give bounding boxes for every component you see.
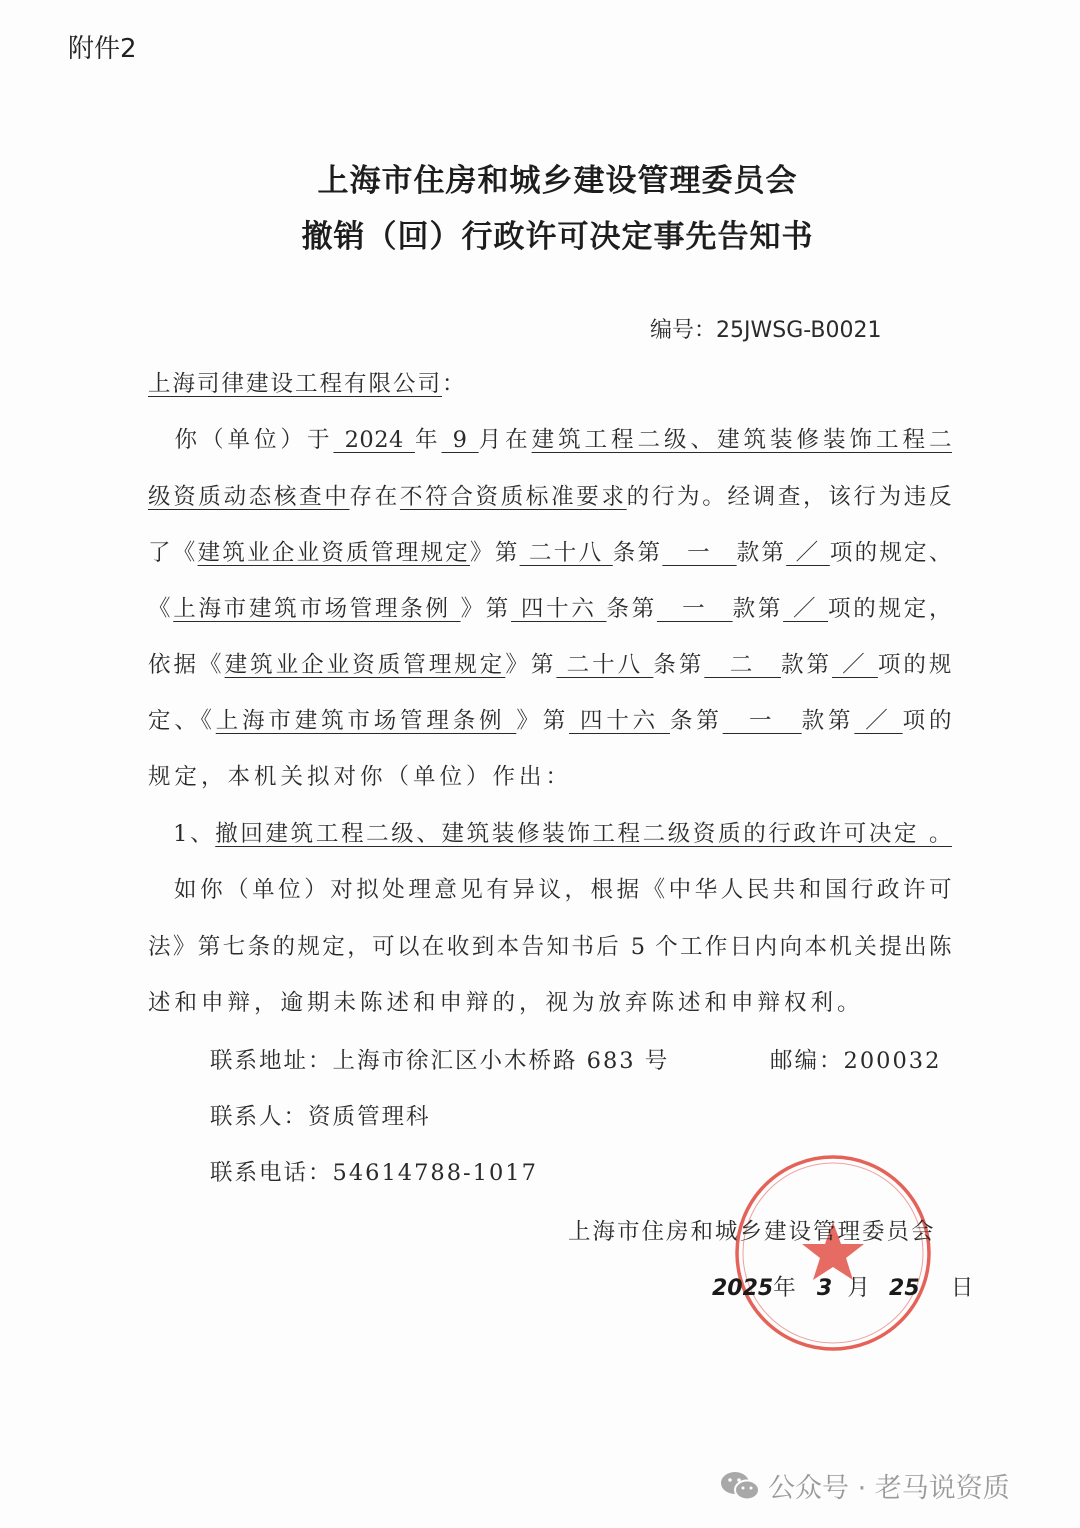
document-number: 编号：25JWSG-B0021	[650, 318, 882, 343]
filled-field: 四十六	[511, 596, 607, 622]
filled-field: 9	[441, 427, 479, 453]
watermark-text: 公众号 · 老马说资质	[768, 1473, 1010, 1504]
filled-field: 2024	[333, 427, 415, 453]
body-line	[148, 649, 952, 681]
text-segment: 了《	[148, 540, 198, 566]
text-segment: 你（单位）于	[148, 427, 334, 453]
text-segment: 存在	[349, 484, 400, 510]
filled-field: ／	[854, 708, 903, 734]
contact-phone: 联系电话：54614788-1017	[210, 1160, 538, 1186]
date-year: 2025	[712, 1276, 774, 1301]
addressee	[148, 368, 467, 400]
filled-field: 建筑业企业资质管理规定	[197, 540, 471, 566]
filled-field: 撤回建筑工程二级、建筑装修装饰工程二级资质的行政许可决定 。	[215, 821, 952, 847]
text-segment: 款第	[780, 652, 832, 678]
text-segment: 》第	[505, 652, 557, 678]
filled-field: 二	[704, 652, 781, 678]
body-line	[148, 593, 952, 625]
body-line	[148, 987, 952, 1019]
filled-field: 一	[662, 540, 737, 566]
text-segment: 款第	[736, 540, 787, 566]
text-segment: 定、《	[148, 708, 216, 734]
contact-postcode: 邮编：200032	[770, 1048, 942, 1074]
contact-address: 联系地址：上海市徐汇区小木桥路 683 号	[210, 1048, 670, 1074]
date-month: 3	[816, 1276, 833, 1301]
filled-field: 上海市建筑市场管理条例	[215, 708, 517, 734]
filled-field: 建筑工程二级、建筑装修装饰工程二	[531, 427, 952, 453]
text-segment: 的行为。经调查，该行为违反	[626, 484, 952, 510]
signing-organization: 上海市住房和城乡建设管理委员会	[568, 1219, 936, 1245]
text-segment: 年	[414, 427, 442, 453]
text-segment: 如你（单位）对拟处理意见有异议，根据《中华人民共和国行政许可	[148, 877, 952, 903]
text-segment: 》第	[470, 540, 520, 566]
wechat-icon	[720, 1469, 760, 1503]
text-segment: 项的规	[877, 652, 952, 678]
body-line	[148, 818, 952, 850]
filled-field: 级资质动态核查中	[148, 484, 350, 510]
day-unit: 日	[950, 1275, 974, 1301]
text-segment: 依据《	[148, 652, 225, 678]
filled-field: 上海市建筑市场管理条例	[173, 596, 461, 622]
body-line	[148, 537, 952, 569]
filled-field: ／	[786, 540, 830, 566]
text-segment: 》第	[516, 708, 570, 734]
text-segment: 规定，本机关拟对你（单位）作出：	[148, 764, 573, 790]
text-segment: 月在	[478, 427, 532, 453]
signing-date	[712, 1272, 973, 1305]
filled-field: 二十八	[519, 540, 613, 566]
date-day: 25	[889, 1276, 920, 1301]
text-segment: 法》第七条的规定，可以在收到本告知书后 5 个工作日内向本机关提出陈	[148, 934, 952, 960]
filled-field: 四十六	[569, 708, 670, 734]
text-segment: 项的规定，	[828, 596, 952, 622]
filled-field: 建筑业企业资质管理规定	[224, 652, 506, 678]
text-segment: 条第	[612, 540, 663, 566]
attachment-label: 附件2	[68, 34, 137, 64]
filled-field: 不符合资质标准要求	[399, 484, 627, 510]
text-segment: 条第	[606, 596, 657, 622]
filled-field: 一	[722, 708, 802, 734]
title-line-1: 上海市住房和城乡建设管理委员会	[317, 163, 798, 199]
text-segment: 》第	[460, 596, 512, 622]
body-line	[148, 931, 952, 963]
text-segment: 项的	[902, 708, 952, 734]
text-segment: 1、	[148, 821, 216, 847]
year-unit: 年	[773, 1275, 796, 1301]
official-seal	[728, 1150, 938, 1356]
filled-field: 二十八	[556, 652, 654, 678]
addressee-name: 上海司律建设工程有限公司	[148, 371, 443, 397]
text-segment: 款第	[732, 596, 784, 622]
text-segment: 述和申辩，逾期未陈述和申辩的，视为放弃陈述和申辩权利。	[148, 990, 864, 1016]
addressee-suffix: ：	[442, 371, 467, 397]
body-line	[148, 874, 952, 906]
text-segment: 条第	[653, 652, 705, 678]
text-segment: 《	[148, 596, 174, 622]
text-segment: 款第	[801, 708, 855, 734]
text-segment: 条第	[669, 708, 723, 734]
title-line-2: 撤销（回）行政许可决定事先告知书	[301, 219, 814, 255]
body-line	[148, 424, 952, 456]
filled-field: ／	[831, 652, 878, 678]
body-line	[148, 705, 952, 737]
filled-field: 一	[656, 596, 733, 622]
filled-field: ／	[783, 596, 829, 622]
body-line	[148, 481, 952, 513]
text-segment: 项的规定、	[829, 540, 952, 566]
month-unit: 月	[847, 1275, 870, 1301]
contact-person: 联系人：资质管理科	[210, 1104, 431, 1130]
watermark	[720, 1466, 1010, 1505]
body-line	[148, 761, 952, 793]
